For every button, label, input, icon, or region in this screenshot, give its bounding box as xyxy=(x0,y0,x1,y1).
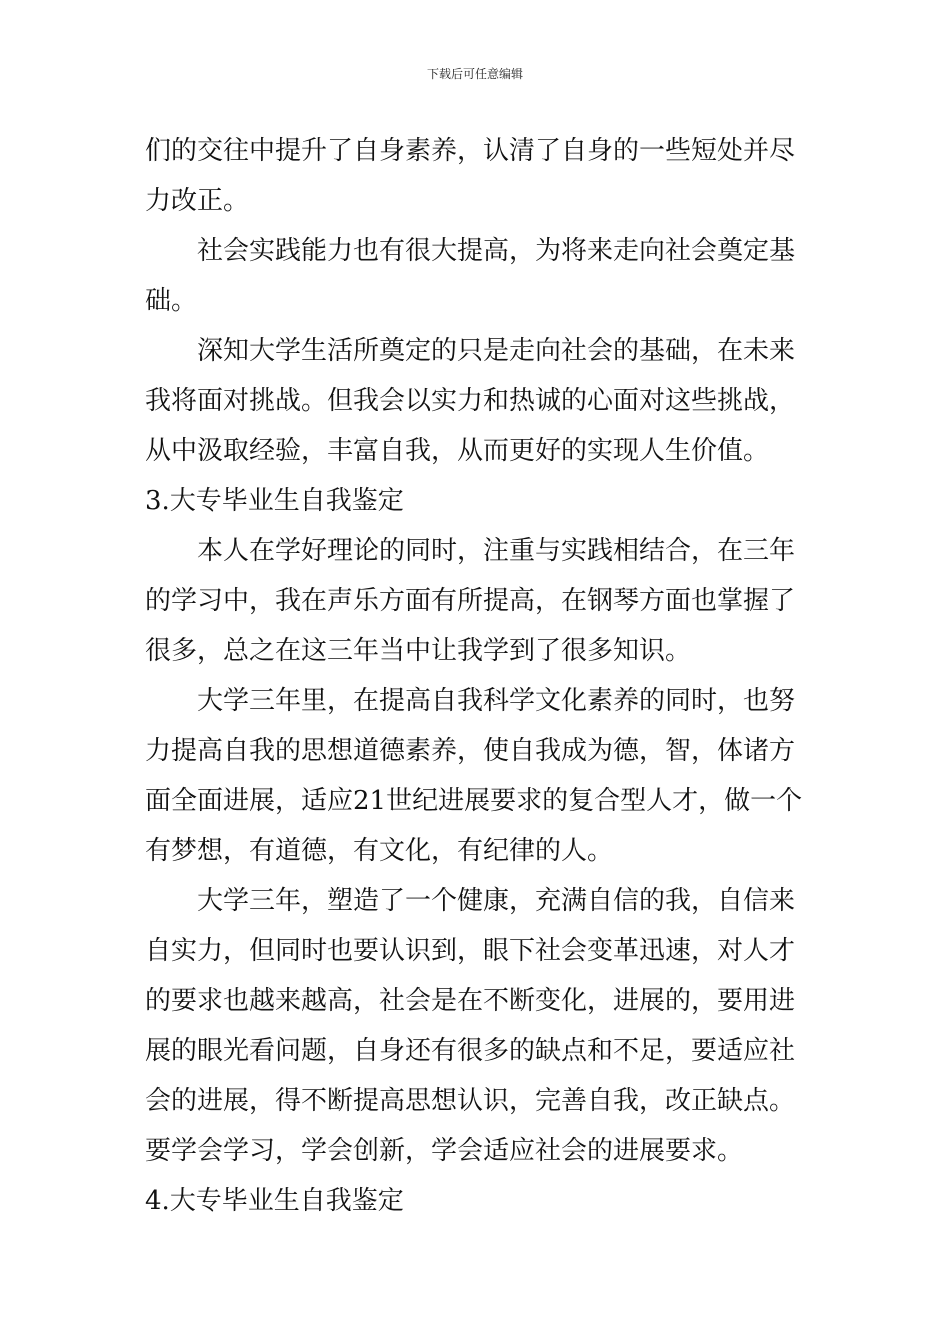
body-line: 自实力，但同时也要认识到，眼下社会变革迅速，对人才 xyxy=(145,936,796,966)
paragraph-start-line: 大学三年，塑造了一个健康，充满自信的我，自信来 xyxy=(197,886,796,916)
body-line: 很多，总之在这三年当中让我学到了很多知识。 xyxy=(145,636,692,666)
body-line: 面全面进展，适应21世纪进展要求的复合型人才，做一个 xyxy=(145,786,803,816)
body-line: 力改正。 xyxy=(145,186,250,216)
body-line: 从中汲取经验，丰富自我，从而更好的实现人生价值。 xyxy=(145,436,770,466)
body-line: 们的交往中提升了自身素养，认清了自身的一些短处并尽 xyxy=(145,136,796,166)
paragraph-start-line: 深知大学生活所奠定的只是走向社会的基础，在未来 xyxy=(197,336,796,366)
paragraph-start-line: 社会实践能力也有很大提高，为将来走向社会奠定基 xyxy=(197,236,796,266)
body-line: 的学习中，我在声乐方面有所提高，在钢琴方面也掌握了 xyxy=(145,586,796,616)
body-line: 础。 xyxy=(145,286,198,316)
body-line: 力提高自我的思想道德素养，使自我成为德，智，体诸方 xyxy=(145,736,796,766)
body-line: 的要求也越来越高，社会是在不断变化，进展的，要用进 xyxy=(145,986,796,1016)
document-body xyxy=(145,126,807,1226)
body-line: 展的眼光看问题，自身还有很多的缺点和不足，要适应社 xyxy=(145,1036,796,1066)
page-header: 下载后可任意编辑 xyxy=(426,67,523,81)
section-heading: 3.大专毕业生自我鉴定 xyxy=(145,486,404,516)
body-line: 我将面对挑战。但我会以实力和热诚的心面对这些挑战， xyxy=(145,386,796,416)
body-line: 要学会学习，学会创新，学会适应社会的进展要求。 xyxy=(145,1136,744,1166)
paragraph-start-line: 本人在学好理论的同时，注重与实践相结合，在三年 xyxy=(197,536,796,566)
body-line: 会的进展，得不断提高思想认识，完善自我，改正缺点。 xyxy=(145,1086,796,1116)
paragraph-start-line: 大学三年里，在提高自我科学文化素养的同时，也努 xyxy=(197,686,796,716)
section-heading: 4.大专毕业生自我鉴定 xyxy=(145,1186,404,1216)
body-line: 有梦想，有道德，有文化，有纪律的人。 xyxy=(145,836,614,866)
